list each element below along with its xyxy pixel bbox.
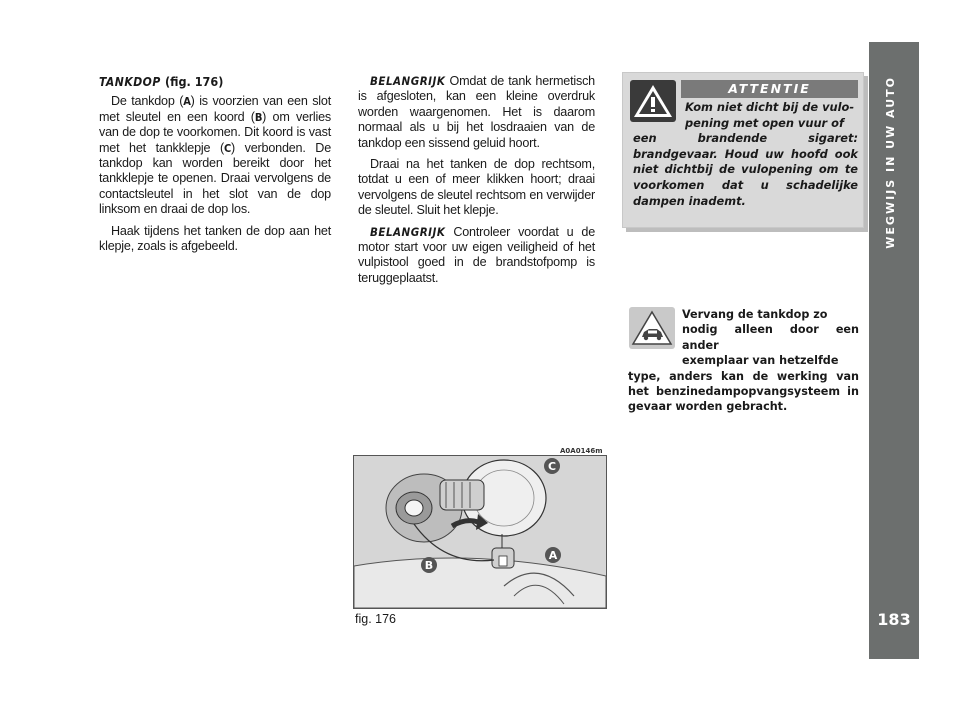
paragraph-tankdop: De tankdop (A) is voorzien van een slot met sleutel en een koord (B) om verlies van de dop te voorkomen. Dit koord is vast met het tankklepje (C) verbonden. De tankdop kan worden bereikt door het tankklepje te openen. Draai vervolgens de contactsleutel in het slot van de dop linksom en draai de dop los. (99, 94, 331, 217)
figure-illustration (353, 455, 607, 609)
warning-label: ATTENTIE (681, 80, 858, 98)
paragraph-draai: Draai na het tanken de dop rechtsom, totdat u een of meer klikken hoort; draai vervolgens de sleutel rechtsom en verwijder de sleutel. Sluit het klepje. (358, 157, 595, 218)
paragraph-haak: Haak tijdens het tanken de dop aan het klepje, zoals is afgebeeld. (99, 223, 331, 254)
middle-column (358, 74, 595, 292)
note-text: Vervang de tankdop zo nodig alleen door een ander exemplaar van hetzelfde type, anders kan de werking van het benzinedampopvangsysteem in gevaar worden gebracht. (628, 308, 859, 414)
figure-label-a (545, 547, 561, 563)
chapter-sideband (869, 42, 919, 659)
left-column (99, 74, 331, 260)
svg-text:A: A (548, 549, 558, 562)
section-heading: TANKDOP (fig. 176) (99, 74, 224, 89)
paragraph-belangrijk-1: BELANGRIJK Omdat de tank hermetisch is afgesloten, kan een kleine overdruk worden waargenomen. Het is daarom normaal als u bij het losdraaien van de tankdop een sissend geluid hoort. (358, 74, 595, 150)
paragraph-belangrijk-2: BELANGRIJK Controleer voordat u de motor start voor uw eigen veiligheid of het vulpistool goed in de brandstofpomp is teruggeplaatst. (358, 224, 595, 285)
figure-label-b (421, 557, 437, 573)
warning-text: Kom niet dicht bij de vulo- pening met open vuur of een brandende sigaret: brandgevaar. Houd uw hoofd ook niet dichtbij de vulopening om te voorkomen dat u schadelijke dampen inademt. (633, 100, 858, 208)
figure-code: A0A0146m (560, 447, 603, 455)
figure-caption: fig. 176 (355, 612, 397, 626)
svg-text:C: C (547, 460, 557, 473)
svg-text:B: B (424, 559, 434, 572)
page-number: 183 (877, 610, 911, 629)
figure-label-c (544, 458, 560, 474)
chapter-title: WEGWIJS IN UW AUTO (884, 76, 897, 249)
